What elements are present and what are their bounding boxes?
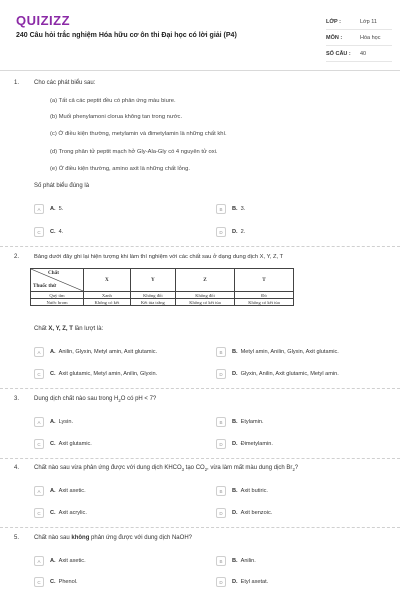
answer-option-c[interactable] bbox=[34, 368, 157, 380]
option-checkbox[interactable]: D bbox=[216, 439, 226, 449]
text-bold: không bbox=[71, 535, 90, 541]
option-letter: D. bbox=[232, 579, 238, 585]
option-letter: C. bbox=[50, 229, 56, 235]
table-corner-cell bbox=[31, 269, 84, 292]
table-col-header: Y bbox=[130, 269, 175, 292]
option-letter: C. bbox=[50, 441, 56, 447]
text-part: Chất nào sau bbox=[34, 535, 72, 541]
table-col-header: Z bbox=[176, 269, 235, 292]
answer-option-c[interactable] bbox=[34, 226, 63, 238]
option-checkbox[interactable]: D bbox=[216, 577, 226, 587]
statement: (a) Tất cả các peptit đều có phản ứng màu biure. bbox=[50, 98, 176, 104]
table-cell: Không đổi bbox=[130, 292, 175, 299]
option-text: Axit butiric. bbox=[240, 488, 268, 494]
option-checkbox[interactable]: D bbox=[216, 227, 226, 237]
option-text: Metyl amin, Anilin, Glyxin, Axit glutamic. bbox=[240, 349, 339, 355]
table-row-label: Nước brom bbox=[31, 299, 84, 306]
table-cell: Kết tủa trắng bbox=[130, 299, 175, 306]
meta-key: SỐ CÂU : bbox=[326, 50, 351, 57]
answer-option-b[interactable] bbox=[216, 346, 339, 358]
option-letter: B. bbox=[232, 488, 238, 494]
option-text: Axit glutamic. bbox=[58, 441, 92, 447]
meta-value: Hóa học bbox=[360, 34, 381, 41]
option-checkbox[interactable]: A bbox=[34, 417, 44, 427]
table-cell: Không có kết tủa bbox=[176, 299, 235, 306]
option-checkbox[interactable]: A bbox=[34, 486, 44, 496]
option-text: Phenol. bbox=[58, 579, 78, 585]
option-letter: A. bbox=[50, 419, 56, 425]
option-letter: D. bbox=[232, 371, 238, 377]
option-letter: B. bbox=[232, 419, 238, 425]
meta-key: LỚP : bbox=[326, 18, 341, 25]
observation-table bbox=[30, 268, 294, 306]
subscript: 2 bbox=[204, 467, 208, 473]
option-text: Glyxin, Anilin, Axit glutamic, Metyl amin. bbox=[240, 371, 339, 377]
question-number: 3. bbox=[14, 396, 20, 402]
option-checkbox[interactable]: B bbox=[216, 556, 226, 566]
option-text: 2. bbox=[240, 229, 246, 235]
answer-option-d[interactable] bbox=[216, 226, 245, 238]
meta-value: 40 bbox=[360, 50, 367, 57]
answer-option-b[interactable] bbox=[216, 203, 245, 215]
prompt-prefix: Chất bbox=[34, 326, 49, 332]
meta-row-subject bbox=[326, 30, 392, 46]
question-number: 2. bbox=[14, 254, 20, 260]
answer-option-c[interactable] bbox=[34, 507, 87, 519]
option-letter: D. bbox=[232, 510, 238, 516]
answer-option-d[interactable] bbox=[216, 368, 339, 380]
meta-value: Lớp 11 bbox=[360, 18, 377, 25]
option-text: Etyl axetat. bbox=[240, 579, 269, 585]
option-checkbox[interactable]: C bbox=[34, 439, 44, 449]
answer-option-d[interactable] bbox=[216, 438, 273, 450]
option-text: Anilin, Glyxin, Metyl amin, Axit glutamic. bbox=[58, 349, 158, 355]
option-text: Axit benzoic. bbox=[240, 510, 273, 516]
question-divider bbox=[0, 527, 400, 528]
option-checkbox[interactable]: C bbox=[34, 508, 44, 518]
option-letter: D. bbox=[232, 229, 238, 235]
text-part: , vừa làm mất màu dung dịch Br bbox=[207, 465, 293, 471]
quizizz-logo: QUIZIZZ bbox=[16, 13, 71, 28]
option-text: Anilin. bbox=[240, 558, 256, 564]
question-number: 1. bbox=[14, 80, 20, 86]
answer-option-b[interactable] bbox=[216, 485, 268, 497]
text-part: O có pH < 7? bbox=[120, 396, 157, 402]
option-text: Axit axetic. bbox=[58, 558, 86, 564]
answer-option-d[interactable] bbox=[216, 576, 268, 588]
option-checkbox[interactable]: D bbox=[216, 508, 226, 518]
meta-row-count bbox=[326, 46, 392, 62]
option-text: Đimetylamin. bbox=[240, 441, 273, 447]
question-text bbox=[34, 465, 298, 472]
option-letter: D. bbox=[232, 441, 238, 447]
option-letter: C. bbox=[50, 510, 56, 516]
table-header-row bbox=[31, 269, 294, 292]
option-text: Axit axetic. bbox=[58, 488, 86, 494]
meta-row-class bbox=[326, 14, 392, 30]
option-letter: A. bbox=[50, 558, 56, 564]
table-row-label: Quỳ tím bbox=[31, 292, 84, 299]
option-checkbox[interactable]: B bbox=[216, 486, 226, 496]
table-cell: Không đổi bbox=[176, 292, 235, 299]
prompt-bold: X, Y, Z, T bbox=[48, 326, 73, 332]
meta-key: MÔN : bbox=[326, 34, 343, 41]
question-prompt bbox=[34, 326, 103, 332]
option-letter: B. bbox=[232, 206, 238, 212]
question-text: Cho các phát biểu sau: bbox=[34, 80, 96, 86]
answer-option-b[interactable] bbox=[216, 555, 256, 567]
answer-option-c[interactable] bbox=[34, 438, 92, 450]
option-letter: B. bbox=[232, 558, 238, 564]
table-row bbox=[31, 292, 294, 299]
text-part: phản ứng được với dung dịch NaOH? bbox=[89, 535, 192, 541]
option-letter: A. bbox=[50, 349, 56, 355]
option-letter: A. bbox=[50, 206, 56, 212]
question-text: Bảng dưới đây ghi lại hiện tượng khi làm thí nghiệm với các chất sau ở dạng dung dịch X, Y, Z, T bbox=[34, 254, 284, 260]
option-letter: A. bbox=[50, 488, 56, 494]
corner-label-top: Chất bbox=[48, 270, 59, 276]
option-text: Lysin. bbox=[58, 419, 73, 425]
option-checkbox[interactable]: D bbox=[216, 369, 226, 379]
statement: (d) Trong phân tử peptit mạch hở Gly-Ala-Gly có 4 nguyên tử oxi. bbox=[50, 149, 218, 155]
option-text: Axit acrylic. bbox=[58, 510, 87, 516]
answer-option-d[interactable] bbox=[216, 507, 272, 519]
table-row bbox=[31, 299, 294, 306]
option-checkbox[interactable]: C bbox=[34, 227, 44, 237]
question-number: 4. bbox=[14, 465, 20, 471]
document-title: 240 Câu hỏi trắc nghiệm Hóa hữu cơ ôn thi Đại học có lời giải (P4) bbox=[16, 32, 237, 39]
meta-info bbox=[326, 14, 392, 62]
option-checkbox[interactable]: B bbox=[216, 204, 226, 214]
question-divider bbox=[0, 458, 400, 459]
answer-option-a[interactable] bbox=[34, 346, 157, 358]
option-letter: C. bbox=[50, 579, 56, 585]
question-text bbox=[34, 396, 156, 403]
option-checkbox[interactable]: B bbox=[216, 347, 226, 357]
answer-option-b[interactable] bbox=[216, 416, 264, 428]
answer-option-a[interactable] bbox=[34, 416, 73, 428]
table-cell: Xanh bbox=[84, 292, 131, 299]
page-header bbox=[0, 0, 400, 71]
option-text: Axit glutamic, Metyl amin, Anilin, Glyxin. bbox=[58, 371, 158, 377]
table-col-header: T bbox=[234, 269, 293, 292]
option-letter: B. bbox=[232, 349, 238, 355]
option-checkbox[interactable]: C bbox=[34, 577, 44, 587]
option-text: Etylamin. bbox=[240, 419, 264, 425]
text-part: Chất nào sau vừa phản ứng được với dung dịch KHCO bbox=[34, 465, 182, 471]
question-text bbox=[34, 535, 192, 541]
option-text: 3. bbox=[240, 206, 246, 212]
option-checkbox[interactable]: B bbox=[216, 417, 226, 427]
answer-option-a[interactable] bbox=[34, 485, 86, 497]
question-divider bbox=[0, 388, 400, 389]
table-cell: Không có kết tủa bbox=[234, 299, 293, 306]
table-col-header: X bbox=[84, 269, 131, 292]
subscript: 3 bbox=[181, 467, 185, 473]
answer-option-a[interactable] bbox=[34, 203, 63, 215]
option-text: 5. bbox=[58, 206, 64, 212]
question-divider bbox=[0, 246, 400, 247]
question-prompt: Số phát biểu đúng là bbox=[34, 183, 90, 189]
prompt-suffix: lần lượt là: bbox=[72, 326, 104, 332]
table-cell: Không có kết bbox=[84, 299, 131, 306]
option-checkbox[interactable]: A bbox=[34, 556, 44, 566]
corner-label-bottom: Thuốc thử bbox=[33, 283, 57, 289]
statement: (b) Muối phenylamoni clorua không tan trong nước. bbox=[50, 114, 183, 120]
text-part: ? bbox=[294, 465, 299, 471]
answer-option-a[interactable] bbox=[34, 555, 86, 567]
table-cell: Đỏ bbox=[234, 292, 293, 299]
subscript: 2 bbox=[118, 398, 121, 404]
option-text: 4. bbox=[58, 229, 64, 235]
option-checkbox[interactable]: A bbox=[34, 347, 44, 357]
subscript: 2 bbox=[292, 467, 295, 473]
statement: (c) Ở điều kiện thường, metylamin và đimetylamin là những chất khí. bbox=[50, 131, 227, 137]
question-number: 5. bbox=[14, 535, 20, 541]
text-part: Dung dịch chất nào sau trong H bbox=[34, 396, 119, 402]
statement: (e) Ở điều kiện thường, amino axit là những chất lỏng. bbox=[50, 166, 190, 172]
option-checkbox[interactable]: C bbox=[34, 369, 44, 379]
option-letter: C. bbox=[50, 371, 56, 377]
answer-option-c[interactable] bbox=[34, 576, 78, 588]
text-part: tạo CO bbox=[184, 465, 205, 471]
option-checkbox[interactable]: A bbox=[34, 204, 44, 214]
